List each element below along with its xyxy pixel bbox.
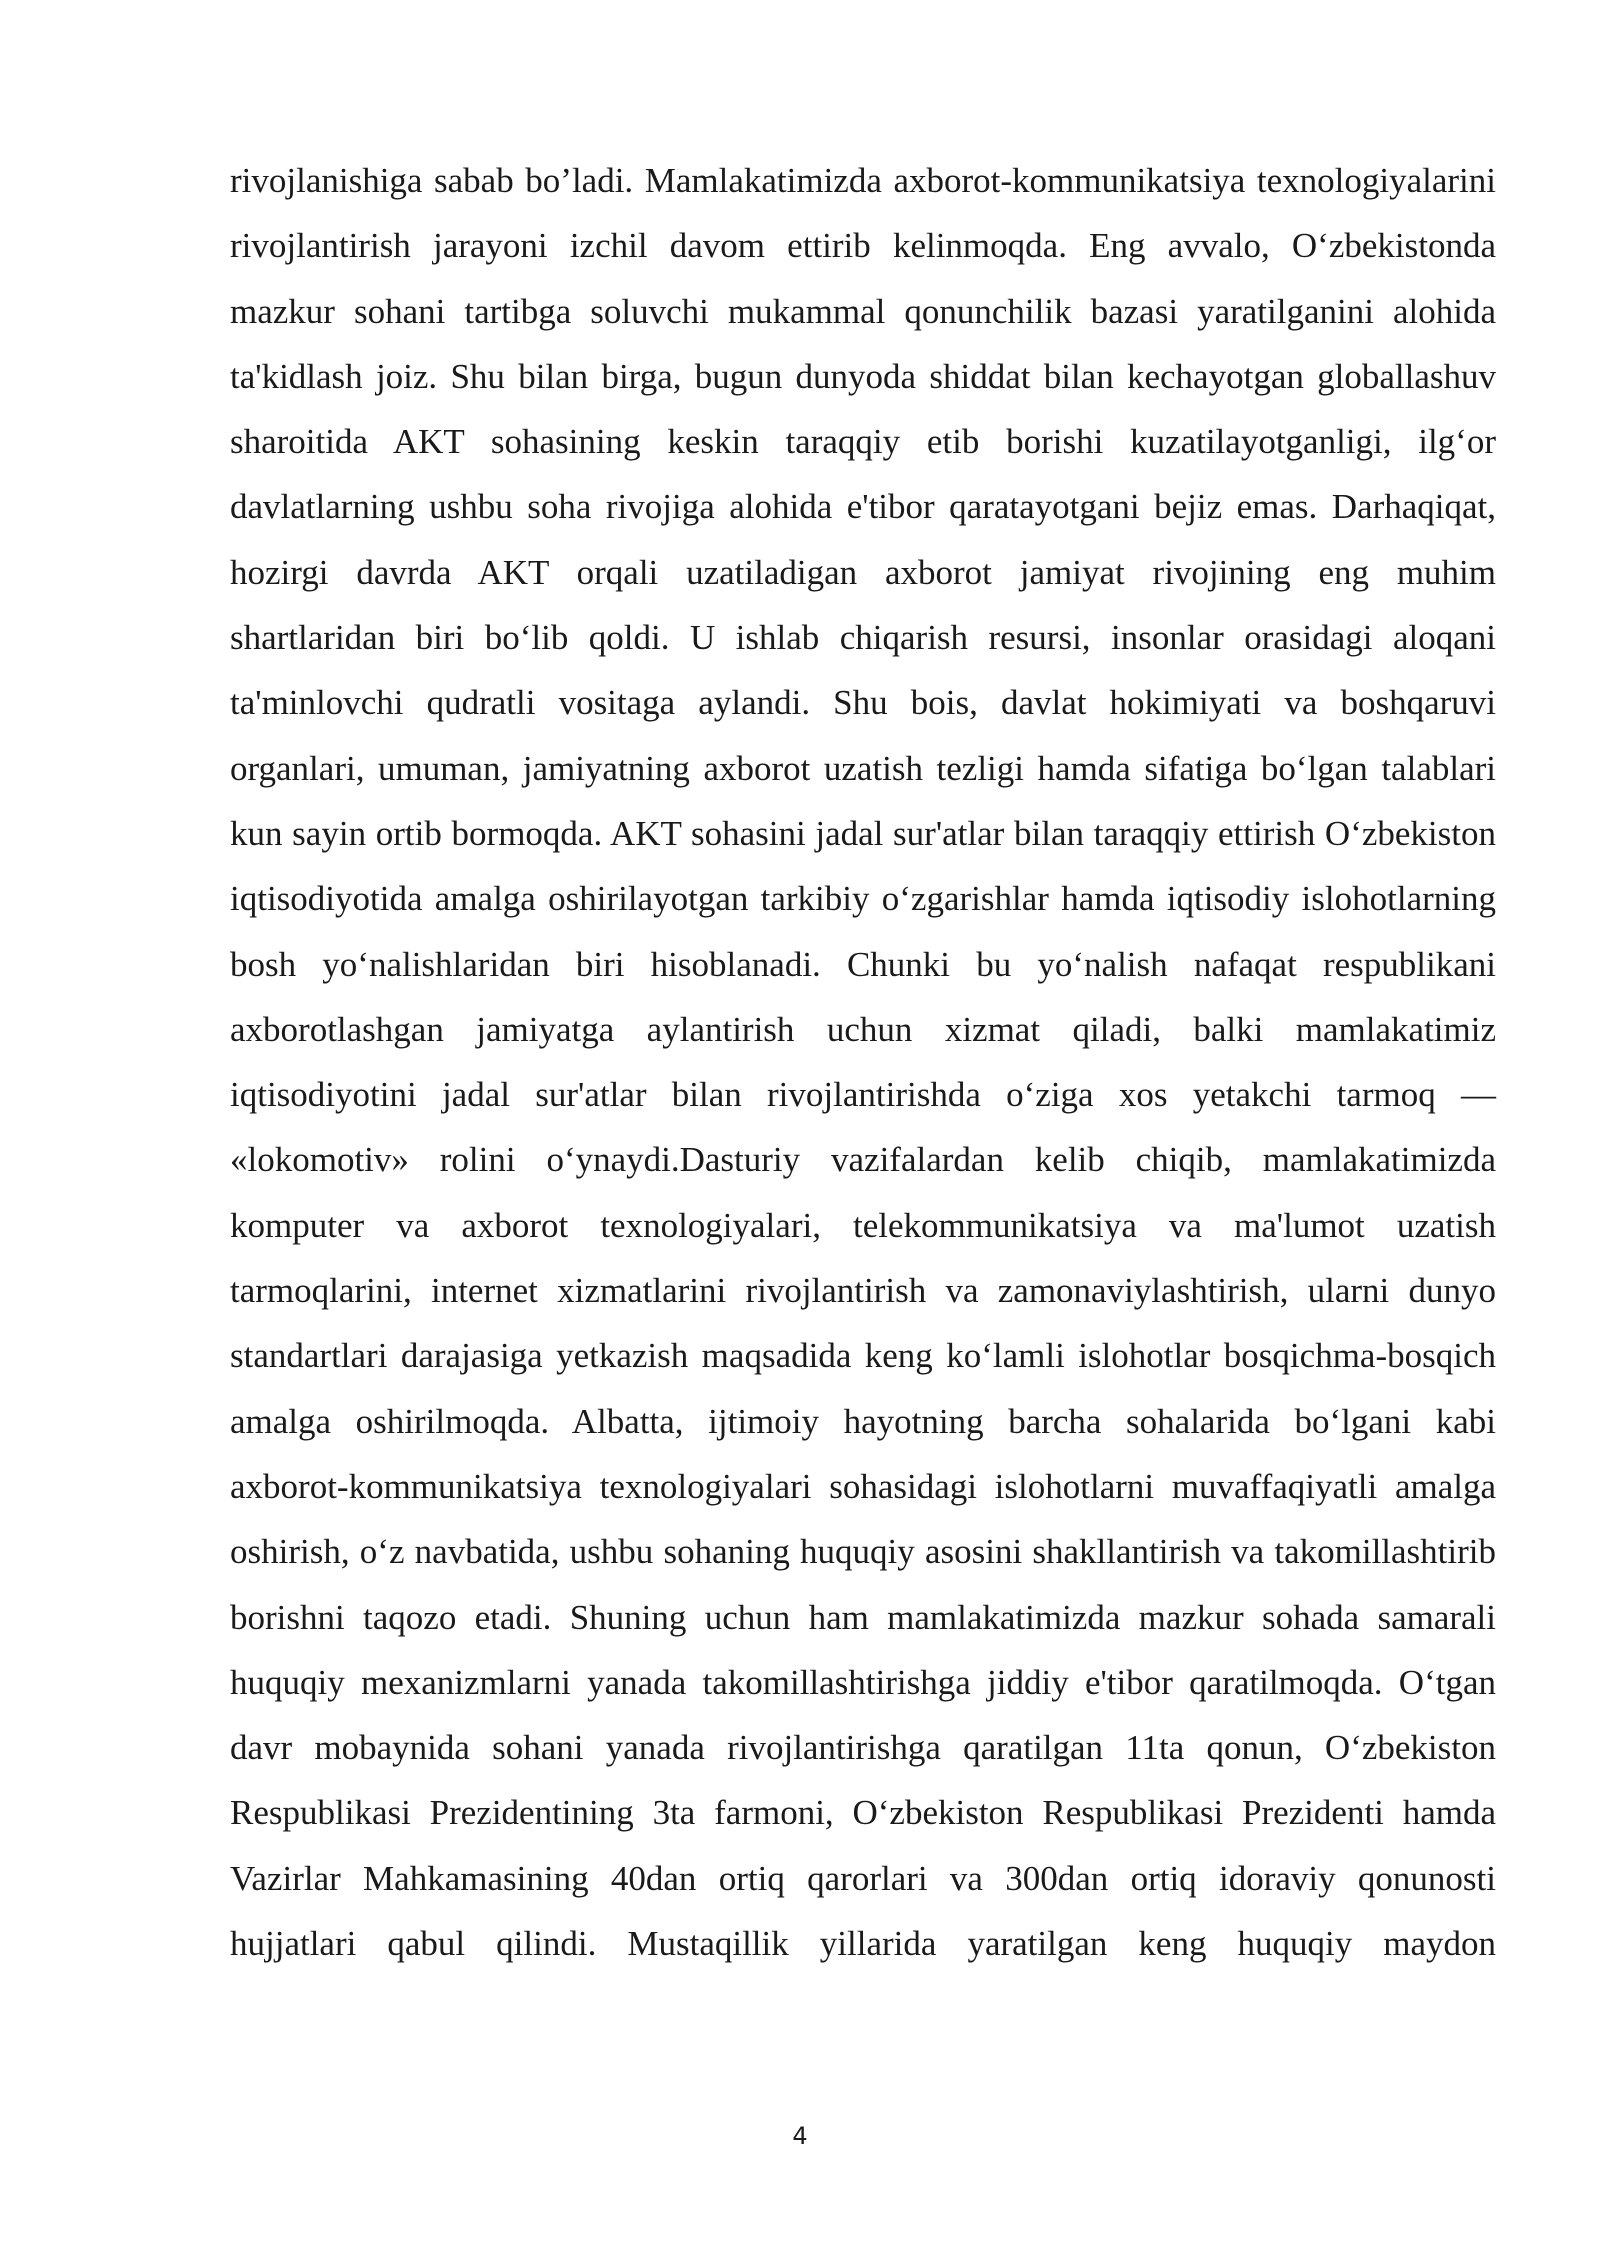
body-paragraph: rivojlanishiga sabab bo’ladi. Mamlakatimizda axborot-kommunikatsiya texnologiyalarini rivojlantirish jarayoni izchil davom ettirib kelinmoqda. Eng avvalo, O‘zbekistonda mazkur sohani tartibga soluvchi mukammal qonunchilik bazasi yaratilganini alohida ta'kidlash joiz. Shu bilan birga, bugun dunyoda shiddat bilan kechayotgan globallashuv sharoitida AKT sohasining keskin taraqqiy etib borishi kuzatilayotganligi, ilg‘or davlatlarning ushbu soha rivojiga alohida e'tibor qaratayotgani bejiz emas. Darhaqiqat, hozirgi davrda AKT orqali uzatiladigan axborot jamiyat rivojining eng muhim shartlaridan biri bo‘lib qoldi. U ishlab chiqarish resursi, insonlar orasidagi aloqani ta'minlovchi qudratli vositaga aylandi. Shu bois, davlat hokimiyati va boshqaruvi organlari, umuman, jamiyatning axborot uzatish tezligi hamda sifatiga bo‘lgan talablari kun sayin ortib bormoqda. AKT sohasini jadal sur'atlar bilan taraqqiy ettirish O‘zbekiston iqtisodiyotida amalga oshirilayotgan tarkibiy o‘zgarishlar hamda iqtisodiy islohotlarning bosh yo‘nalishlaridan biri hisoblanadi. Chunki bu yo‘nalish nafaqat respublikani axborotlashgan jamiyatga aylantirish uchun xizmat qiladi, balki mamlakatimiz iqtisodiyotini jadal sur'atlar bilan rivojlantirishda o‘ziga xos yetakchi tarmoq — «lokomotiv» rolini o‘ynaydi.Dasturiy vazifalardan kelib chiqib, mamlakatimizda komputer va axborot texnologiyalari, telekommunikatsiya va ma'lumot uzatish tarmoqlarini, internet xizmatlarini rivojlantirish va zamonaviylashtirish, ularni dunyo standartlari darajasiga yetkazish maqsadida keng ko‘lamli islohotlar bosqichma-bosqich amalga oshirilmoqda. Albatta, ijtimoiy hayotning barcha sohalarida bo‘lgani kabi axborot-kommunikatsiya texnologiyalari sohasidagi islohotlarni muvaffaqiyatli amalga oshirish, o‘z navbatida, ushbu sohaning huquqiy asosini shakllantirish va takomillashtirib borishni taqozo etadi. Shuning uchun ham mamlakatimizda mazkur sohada samarali huquqiy mexanizmlarni yanada takomillashtirishga jiddiy e'tibor qaratilmoqda. O‘tgan davr mobaynida sohani yanada rivojlantirishga qaratilgan 11ta qonun, O‘zbekiston Respublikasi Prezidentining 3ta farmoni, O‘zbekiston Respublikasi Prezidenti hamda Vazirlar Mahkamasining 40dan ortiq qarorlari va 300dan ortiq idoraviy qonunosti hujjatlari qabul qilindi. Mustaqillik yillarida yaratilgan keng huquqiy maydon (230, 161, 1496, 1964)
page-number: 4 (792, 2122, 808, 2150)
